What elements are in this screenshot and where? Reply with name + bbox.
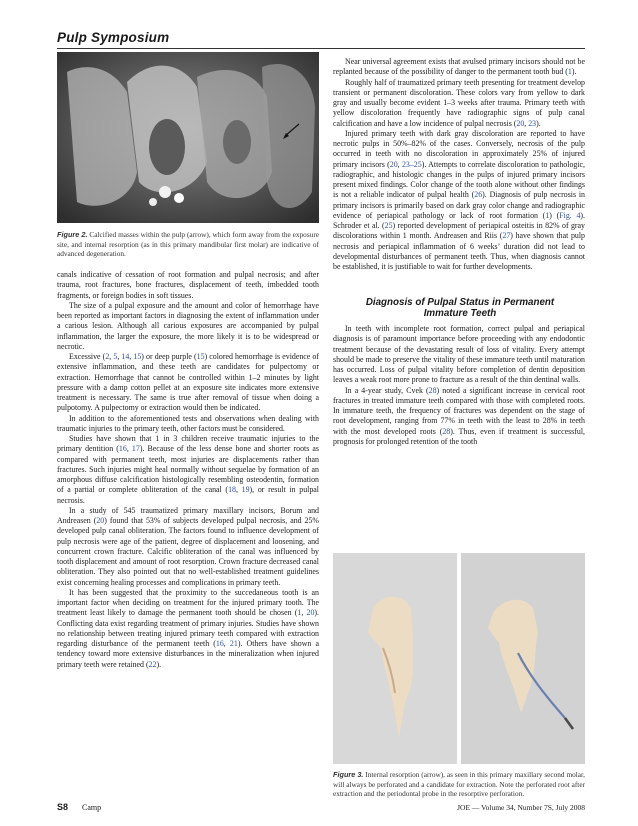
paragraph-text: canals indicative of cessation of root formation and pulpal necrosis; and after trauma, root fractures, bone fractures, displacement of teeth, imbedded tooth fragments, or foreign bodies in soft tissues. (57, 270, 319, 300)
reference-link[interactable]: 20 (96, 516, 105, 525)
left-column (57, 270, 319, 670)
paragraph (333, 78, 585, 129)
paragraph (333, 324, 585, 386)
reference-link[interactable]: 25 (384, 221, 393, 230)
reference-link[interactable]: 19 (241, 485, 250, 495)
paragraph-text: ). (156, 659, 162, 669)
paragraph-text: ). Others have shown a tendency toward more extensive disturbances in the mineralization when injured primary teeth were retained ( (57, 639, 320, 669)
right-column-top (333, 57, 585, 272)
figure3-caption (333, 770, 585, 799)
figure3-photographs (333, 553, 585, 764)
paragraph-text: ). Diagnosis of pulp necrosis in primary incisors is primarily based on dark gray color change and radiographic evidence of periapical pathology or lack of root formation ( (333, 190, 585, 220)
reference-link[interactable]: 18 (228, 485, 236, 495)
paragraph-text: ) noted a significant increase in cervical root fractures in treated immature teeth compared with those with completed roots. In immature teeth, the frequency of fractures was dependent on the stage of root development, ranging from 77% in teeth with the least to 28% in teeth with the most developed roots ( (333, 385, 585, 436)
paragraph-text: In a 4-year study, Cvek ( (345, 385, 429, 395)
paragraph (57, 414, 319, 435)
reference-link[interactable]: 28 (442, 426, 451, 436)
paragraph-text: In addition to the aforementioned tests and observations when dealing with traumatic injuries to the primary teeth, other factors must be considered. (57, 413, 319, 433)
reference-link[interactable]: 1 (567, 67, 572, 77)
paragraph (333, 386, 585, 448)
reference-link[interactable]: 5 (113, 352, 118, 361)
reference-link[interactable]: 20 (306, 608, 315, 618)
paragraph-text: , (524, 118, 529, 128)
paragraph-text: , (301, 608, 307, 618)
reference-link[interactable]: 16 (118, 444, 127, 454)
paragraph-text: Near universal agreement exists that avulsed primary incisors should not be replanted because of the possibility of danger to the permanent tooth bud ( (333, 57, 585, 77)
header-rule (57, 48, 585, 49)
paragraph-text: ), or result in pulpal necrosis. (57, 485, 319, 505)
paragraph-text: The size of a pulpal exposure and the amount and color of hemorrhage have been reported as important factors in diagnosing the extent of inflammation under a carious lesion. Although all carious exposures are accompanied by pulpal inflammation, the larger the exposure, the more likely it is to be widespread or necrotic. (57, 300, 319, 351)
reference-link[interactable]: 15 (133, 352, 142, 361)
figure3-label: Figure 3. (333, 770, 364, 779)
reference-link[interactable]: 21 (229, 639, 238, 648)
reference-link[interactable]: 23–25 (401, 159, 422, 169)
paragraph-text: It has been suggested that the proximity to the succedaneous tooth is an important factor when deciding on treatment for the injured primary tooth. The treatment least likely to damage the permanent tooth should be chosen ( (57, 587, 319, 618)
reference-link[interactable]: 2 (105, 352, 110, 361)
reference-link[interactable]: 1 (545, 210, 550, 220)
paragraph-text: ) or deep purple ( (141, 352, 197, 361)
reference-link[interactable]: 26 (474, 190, 483, 200)
paragraph-text: Excessive ( (69, 352, 106, 361)
figure2-caption (57, 230, 319, 259)
paragraph (333, 57, 585, 78)
reference-link[interactable]: 27 (502, 231, 511, 241)
paragraph-text: ) colored hemorrhage is evidence of extensive inflammation, and these teeth are candidates for pulpectomy or extraction. Hemorrhage that cannot be controlled within 1–2 minutes by light pressure with a damp cotton pellet at an exposure site indicates more extensive treatment is necessary. The same is true after removal of tissue when doing a pulpotomy. A pulpectomy or extraction would then be indicated. (57, 352, 319, 413)
paragraph-text: , (129, 352, 134, 361)
paragraph-text: , (397, 159, 402, 169)
paragraph (57, 506, 319, 588)
paragraph-text: ). Attempts to correlate discoloration to pathologic, radiographic, and histologic changes in the pulps of injured primary incisors present mixed findings. Color change of the tooth alone without other findings is not a reliable indicator of pulpal health ( (333, 159, 586, 200)
paragraph-text: ). Schroder et al. ( (333, 210, 586, 230)
figure3-caption-text: Internal resorption (arrow), as seen in this primary maxillary second molar, will always be perforated and a candidate for extraction. Note the perforated root after extraction and the periodontal probe in the resorptive perforation. (333, 770, 585, 799)
reference-link[interactable]: 20 (516, 118, 525, 128)
section-header: Pulp Symposium (57, 30, 170, 45)
paragraph-text: ) found that 53% of subjects developed pulpal necrosis, and 25% developed pulp canal obliteration. The factors found to influence development of pulp necrosis were age of the patient, degree of displacement and loosening, and concurrent crown fracture. Calcific obliteration of the canal was influenced by tooth displacement and amount of root resorption. Crown fracture decreased canal obliteration. They also pointed out that no well-established treatment guidelines exist concerning healing processes and complications in primary teeth. (57, 516, 320, 587)
reference-link[interactable]: 22 (148, 659, 157, 669)
reference-link[interactable]: 16 (215, 639, 224, 648)
paragraph-text: ). (536, 118, 541, 128)
footer-left (57, 802, 101, 812)
reference-link[interactable]: Fig. 4 (559, 210, 581, 220)
paragraph-text: , (235, 485, 242, 495)
paragraph-text: In a study of 545 traumatized primary maxillary incisors, Borum and Andreasen ( (57, 505, 319, 525)
paragraph (333, 129, 585, 273)
paragraph-text: , (109, 352, 114, 361)
figure2-radiograph (57, 52, 319, 223)
paragraph (57, 434, 319, 506)
footer-author: Camp (82, 803, 102, 812)
paragraph (57, 588, 319, 670)
reference-link[interactable]: 20 (389, 159, 398, 169)
reference-link[interactable]: 14 (121, 352, 130, 361)
paragraph (57, 352, 319, 414)
paragraph-text: ) ( (549, 210, 560, 220)
paragraph-text: ) reported development of periapical osteitis in 82% of gray discolorations within 1 month. Andreasen and Riis ( (333, 221, 585, 241)
paragraph-text: Studies have shown that 1 in 3 children receive traumatic injuries to the primary dentition ( (57, 434, 319, 454)
page-number: S8 (57, 802, 69, 812)
paragraph-text: Injured primary teeth with dark gray discoloration are reported to have necrotic pulps in 50%–82% of the cases. Conversely, necrosis of the pulp occurred in teeth with no discoloration in approximately 25% of injured primary incisors ( (333, 128, 585, 169)
reference-link[interactable]: 1 (297, 608, 302, 618)
section-heading: Diagnosis of Pulpal Status in Permanent Immature Teeth (365, 297, 555, 319)
reference-link[interactable]: 23 (528, 118, 537, 128)
paragraph (57, 301, 319, 352)
reference-link[interactable]: 15 (196, 352, 205, 361)
paragraph-text: ). Because of the less dense bone and shorter roots as compared with permanent teeth, most injuries are displacements rather than fractures. Such injuries might heal normally without sequelae by formation of an amorphous diffuse calcification histologically resembling osteodentin, formation of a partial or complete obliteration of the canal ( (57, 444, 319, 495)
paragraph-text: , (223, 639, 230, 648)
paragraph-text: ). Conflicting data exist regarding treatment of primary injuries. Studies have shown no relationship between treating injured primary teeth compared with extraction regarding disturbance of the permanent teeth ( (57, 608, 319, 648)
figure2-label: Figure 2. (57, 230, 88, 239)
paragraph-text: ). Thus, even if treatment is successful, prognosis for prolonged retention of the tooth (333, 426, 585, 446)
paragraph-text: ) have shown that pulp necrosis and periapical inflammation of 6 weeks’ duration did not lead to developmental disturbances of permanent teeth. Thus, when diagnosis cannot be established, it is justifiable to wait for further developments. (333, 231, 585, 271)
paragraph-text: , (126, 444, 132, 454)
paragraph-text: , (117, 352, 122, 361)
right-column-bottom (333, 324, 585, 447)
paragraph-text: ). (571, 67, 577, 77)
paragraph (57, 270, 319, 301)
footer-journal: JOE — Volume 34, Number 7S, July 2008 (457, 803, 585, 812)
extracted-tooth-photos (333, 553, 585, 764)
paragraph-text: In teeth with incomplete root formation, correct pulpal and periapical diagnosis is of paramount importance before proceeding with any endodontic treatment because of the devastating result of loss of vitality. Every attempt should be made to preserve the vitality of these immature teeth until maturation has occurred. Loss of pulpal vitality before completion of dentin deposition leaves a weak root more prone to fracture as a result of the thin dentinal walls. (333, 324, 585, 385)
figure2-caption-text: Calcified masses within the pulp (arrow), which form away from the exposure site, and internal resorption (as in this primary mandibular first molar) are indicative of advanced degeneration. (57, 230, 319, 259)
radiograph-illustration (57, 52, 319, 223)
paragraph-text: Roughly half of traumatized primary teeth presenting for treatment develop transient or permanent discoloration. These colors vary from yellow to dark gray and usually become evident 1–3 weeks after trauma. Primary teeth with yellow discoloration frequently have radiographic signs of pulp canal calcification and have a low incidence of pulpal necrosis ( (333, 77, 585, 128)
reference-link[interactable]: 28 (428, 385, 437, 395)
reference-link[interactable]: 17 (131, 444, 140, 454)
